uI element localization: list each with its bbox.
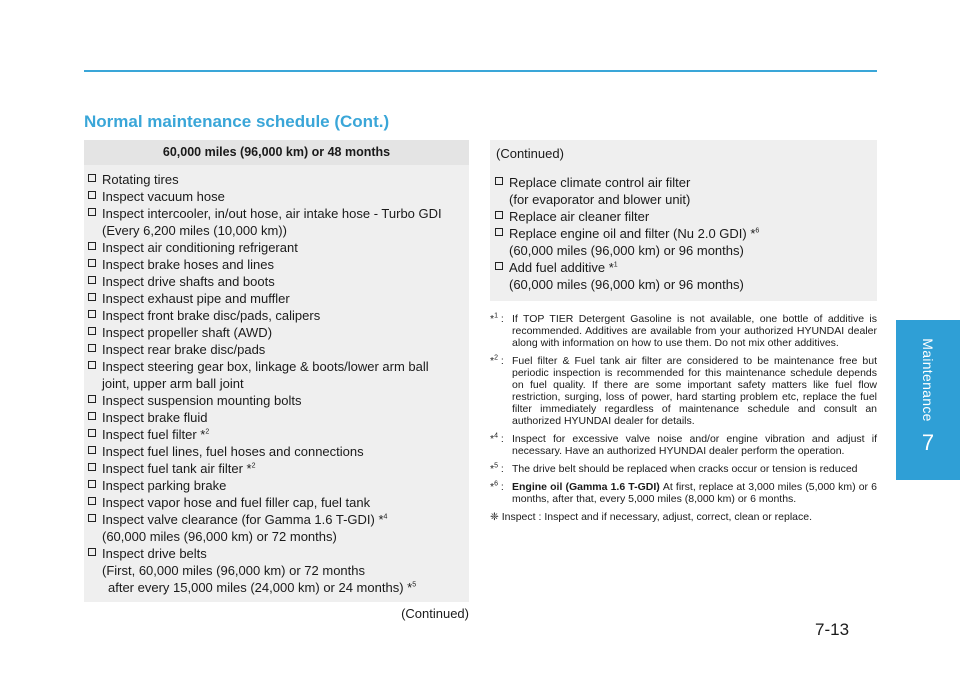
schedule-item [86,426,461,443]
item-text: Inspect front brake disc/pads, calipers [102,308,321,323]
checkbox-icon [88,395,96,403]
item-detail: (Every 6,200 miles (10,000 km)) [102,223,287,238]
schedule-item [493,225,869,242]
schedule-item [86,239,461,256]
item-text: Inspect vapor hose and fuel filler cap, fuel tank [102,495,371,510]
footnote-text: At first, replace at 3,000 miles (5,000 km) or 6 months, after that, every 5,000 miles (8,000 km) or 6 months. [512,481,877,505]
checkbox-icon [88,191,96,199]
schedule-header: 60,000 miles (96,000 km) or 48 months [84,140,469,165]
schedule-item [86,171,461,188]
footnote-text: Fuel filter & Fuel tank air filter are considered to be maintenance free but periodic inspection is recommended for this maintenance schedule depends on fuel quality. If there are some important safety matters like fuel flow restriction, surging, loss of power, hard starting problem etc, replace the fuel filter immediately regardless of maintenance schedule and consult an authorized HYUNDAI dealer for details. [512,355,877,427]
footnote-label: *$^5$ : [490,462,504,475]
footnotes [490,313,877,505]
checkbox-icon [495,177,503,185]
item-detail: joint, upper arm ball joint [102,376,244,391]
schedule-item [493,174,869,191]
checkbox-icon [88,429,96,437]
footnote-mark: 2 [251,462,256,470]
checkbox-icon [495,211,503,219]
checkbox-icon [88,446,96,454]
checkbox-icon [495,228,503,236]
schedule-item [86,341,461,358]
item-text: Replace air cleaner filter [509,209,650,224]
checkbox-icon [88,174,96,182]
schedule-item [86,494,461,511]
item-detail: (60,000 miles (96,000 km) or 96 months) [509,243,744,258]
schedule-item [86,511,461,528]
checkbox-icon [88,208,96,216]
schedule-item [86,256,461,273]
checkbox-icon [88,412,96,420]
section-title: Normal maintenance schedule (Cont.) [84,112,390,131]
checkbox-icon [495,262,503,270]
inspect-note: ❈ Inspect : Inspect and if necessary, adjust, correct, clean or replace. [490,511,813,523]
item-detail: (First, 60,000 miles (96,000 km) or 72 months [102,563,365,578]
footnote [490,481,877,505]
item-text: Inspect steering gear box, linkage & boots/lower arm ball [102,359,429,374]
footnote [490,313,877,349]
item-text: Inspect fuel lines, fuel hoses and connections [102,444,364,459]
item-text: Inspect air conditioning refrigerant [102,240,298,255]
item-text: Inspect drive belts [102,546,207,561]
right-box [490,140,877,301]
item-text: Inspect propeller shaft (AWD) [102,325,273,340]
footnote-text: Inspect for excessive valve noise and/or engine vibration and adjust if necessary. Have an authorized HYUNDAI dealer perform the operation. [512,433,877,457]
schedule-item [86,477,461,494]
left-column [84,140,469,621]
checkbox-icon [88,310,96,318]
item-text: Inspect intercooler, in/out hose, air intake hose - Turbo GDI [102,206,442,221]
checkbox-icon [88,293,96,301]
schedule-item [86,324,461,341]
item-detail: after every 15,000 miles (24,000 km) or 24 months) *$^5$ [108,580,417,595]
checkbox-icon [88,361,96,369]
footnote-mark: 5 [412,581,417,589]
schedule-item [86,460,461,477]
schedule-item [86,443,461,460]
schedule-item [86,205,461,222]
item-text: Inspect exhaust pipe and muffler [102,291,290,306]
footnote-label: *$^2$ : [490,354,504,367]
item-text: Inspect suspension mounting bolts [102,393,302,408]
top-rule [84,70,877,72]
footnote-label: *$^4$ : [490,432,504,445]
footnote-label: *$^1$ : [490,312,504,325]
item-text: Inspect brake hoses and lines [102,257,274,272]
item-text: Inspect drive shafts and boots [102,274,275,289]
footnote-bold: Engine oil (Gamma 1.6 T-GDI) [512,481,663,493]
footnote-mark: 2 [205,428,210,436]
item-text: Inspect parking brake [102,478,227,493]
schedule-item [86,290,461,307]
checkbox-icon [88,242,96,250]
checkbox-icon [88,514,96,522]
schedule-item [86,409,461,426]
footnote-label: *$^6$ : [490,480,504,493]
item-detail: (60,000 miles (96,000 km) or 96 months) [509,277,744,292]
item-text: Add fuel additive * [509,260,614,275]
item-text: Replace engine oil and filter (Nu 2.0 GDI) * [509,226,756,241]
schedule-item [86,188,461,205]
checkbox-icon [88,276,96,284]
left-item-list [84,165,469,602]
continued-label-left: (Continued) [401,606,469,621]
checkbox-icon [88,259,96,267]
checkbox-icon [88,480,96,488]
item-text: Inspect fuel tank air filter * [102,461,252,476]
schedule-item [86,358,461,375]
continued-label-right: (Continued) [496,146,564,161]
footnote [490,355,877,427]
item-text: Rotating tires [102,172,179,187]
footnote-mark: 6 [755,227,760,235]
right-column [490,140,877,523]
footnote [490,463,877,475]
schedule-item [86,392,461,409]
footnote-mark: 1 [613,261,618,269]
footnote-text: If TOP TIER Detergent Gasoline is not available, one bottle of additive is recommended. Additives are available from your authorized HYUNDAI dealer along with information on how to use them. Do not mix other additives. [512,313,877,349]
item-detail: (60,000 miles (96,000 km) or 72 months) [102,529,337,544]
checkbox-icon [88,497,96,505]
item-text: Inspect rear brake disc/pads [102,342,266,357]
schedule-item [493,259,869,276]
right-item-list [493,174,869,293]
item-detail: (for evaporator and blower unit) [509,192,691,207]
item-text: Inspect brake fluid [102,410,208,425]
checkbox-icon [88,344,96,352]
item-text: Inspect fuel filter * [102,427,206,442]
item-text: Inspect valve clearance (for Gamma 1.6 T-GDI) * [102,512,384,527]
schedule-item [86,307,461,324]
chapter-number: 7 [921,430,935,455]
footnote-mark: 4 [383,513,388,521]
schedule-item [86,273,461,290]
page-number: 7-13 [815,620,850,639]
schedule-item [493,208,869,225]
footnote [490,433,877,457]
item-text: Replace climate control air filter [509,175,691,190]
schedule-item [86,545,461,562]
checkbox-icon [88,548,96,556]
checkbox-icon [88,327,96,335]
item-text: Inspect vacuum hose [102,189,225,204]
footnote-text: The drive belt should be replaced when cracks occur or tension is reduced [512,463,858,475]
checkbox-icon [88,463,96,471]
chapter-label: Maintenance [920,338,936,422]
